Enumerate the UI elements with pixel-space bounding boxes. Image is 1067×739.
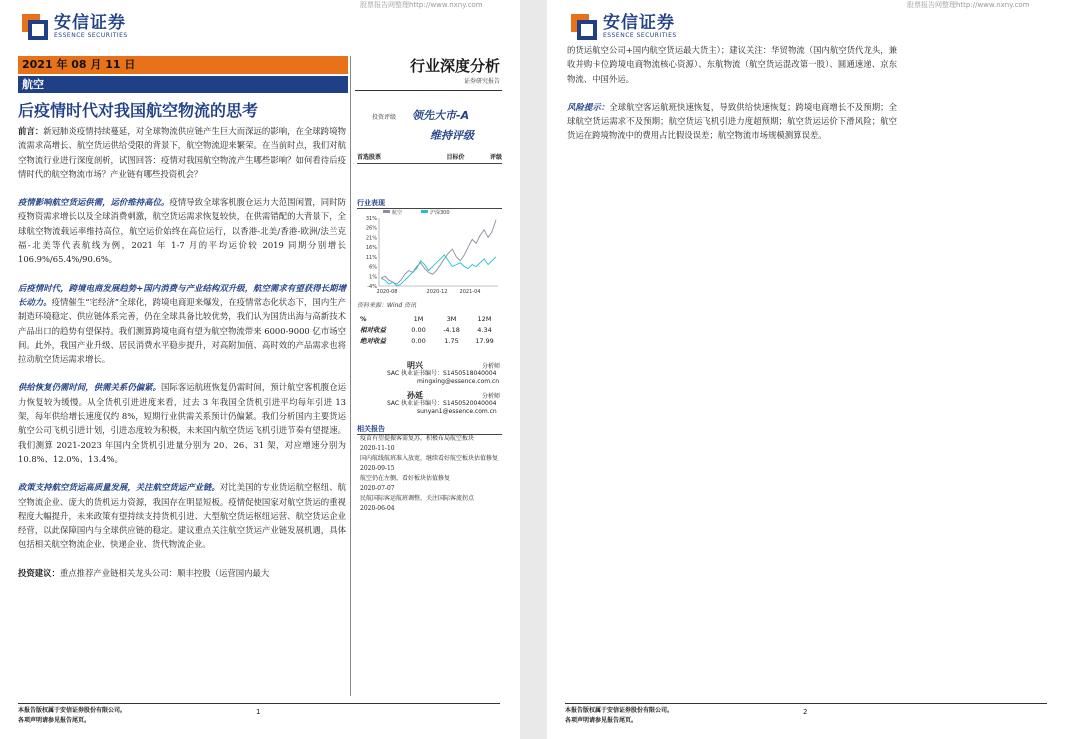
rating-block xyxy=(372,107,502,143)
investment-continued: 的货运航空公司+国内航空货运最大货主）；建议关注：华贸物流（国内航空货代龙头，兼收并购卡位跨境电商物流核心资源）、东航物流（航空货运混改第一股）、圆通速递、京东物流、中国外运。 xyxy=(567,45,897,84)
x-tick-label: 2020-08 xyxy=(376,289,398,295)
column-divider xyxy=(350,56,351,696)
series-line-2 xyxy=(381,255,496,286)
y-tick-label: 11% xyxy=(365,254,377,261)
legend-label: 航空 xyxy=(392,210,403,216)
page2-column xyxy=(567,43,897,143)
analyst-name: 明兴 xyxy=(407,361,423,370)
y-tick-label: 6% xyxy=(369,264,377,271)
analyst-role: 分析师 xyxy=(481,363,500,370)
page-number: 2 xyxy=(803,708,808,716)
perf-table-header: % 1M 3M 12M xyxy=(360,315,492,323)
y-tick-label: 31% xyxy=(365,216,377,222)
report-date: 2021 年 08 月 11 日 xyxy=(18,56,348,74)
footer-divider xyxy=(565,703,1047,704)
x-tick-label: 2021-04 xyxy=(459,289,481,295)
watermark: 股票报告网整理http://www.nxny.com xyxy=(907,1,1030,9)
analyst-1 xyxy=(357,362,502,386)
related-report[interactable]: 国内航线航班准入放宽，继续看好航空板块估值修复 2020-09-15 xyxy=(360,455,499,472)
y-tick-label: 26% xyxy=(365,225,377,232)
logo-en: ESSENCE SECURITIES xyxy=(603,32,677,39)
related-report[interactable]: 疫苗有望提振客需复苏，积极布局航空板块 2020-11-10 xyxy=(360,435,475,452)
y-tick-label: 16% xyxy=(365,245,377,252)
legend-swatch xyxy=(421,210,428,213)
main-column xyxy=(18,124,346,594)
section-supply-recovery: 供给恢复仍需时间，供需关系仍偏紧。国际客运航班恢复仍需时间，预计航空客机腹仓运力恢复较为缓慢。从全货机引进进度来看，过去 3 年我国全货机引进平均每年引进 13 架，每年供给增长速度仅约 8%，短期行业供需关系预计仍偏紧。我们分析国内主要货运航空公司飞机引进计划，引进态度较为积极，未来国内航空货运飞机引进节奏有望提速。我们测算 2021-2023 年国内全货机引进量分别为 20、26、31 架，对应增速分别为 10.8%、12.0%、13.4%。 xyxy=(18,382,347,464)
section-investment: 投资建议：重点推荐产业链相关龙头公司：顺丰控股（运营国内最大 xyxy=(18,567,270,578)
top-picks-col-stock: 首选股票 xyxy=(357,154,382,161)
logo xyxy=(571,14,677,40)
analyst-email[interactable]: sunyan1@essence.com.cn xyxy=(417,408,497,415)
section-post-epidemic: 后疫情时代，跨境电商发展趋势+国内消费与产业结构双升级，航空需求有望获得长期增长动力。疫情催生“宅经济”全球化，跨境电商迎来爆发，在疫情常态化状态下，国内生产制造环境稳定、供应链体系完善，仍在全球具备比较优势，我们认为国货出海与高新技术产品出口的趋势有望保持。我们测算跨境电商有望为航空物流带来 6000-9000 亿市场空间。此外，我国产业升级、居民消费水平稳步提升，对高附加值、高时效的产品需求也将拉动航空货运需求增长。 xyxy=(18,282,347,365)
logo xyxy=(22,14,128,40)
section-preface: 前言：新冠肺炎疫情持续蔓延，对全球物流供应链产生巨大而深远的影响，在全球跨境物流需求高增长、航空货运供给受限的背景下，航空物流迎来繁荣。在当前时点，我们对航空物流行业进行深度剖析，试图回答：疫情对我国航空物流产生哪些影响？如何看待后疫情时代的航空物流市场？产业链有哪些投资机会？ xyxy=(18,126,346,179)
y-tick-label: 21% xyxy=(365,235,377,242)
section-supply-demand: 疫情影响航空货运供需，运价维持高位。疫情导致全球客机腹仓运力大范围闲置，同时防疫物资需求增长以及全球消费刺激，航空货运需求恢复较快，在供需错配的大背景下，全球航空物流载运率维持高位，航空运价始终在高位运行，以香港-北美/香港-欧洲/法兰克福-北美等代表航线为例，2021 年 1-7 月的平均运价较 2019 同期分别增长106.9%/65.4%/90.6%。 xyxy=(18,197,347,265)
logo-mark-icon xyxy=(22,14,48,40)
performance-chart xyxy=(357,208,502,298)
performance-header: 行业表现 xyxy=(357,198,502,209)
page-2 xyxy=(547,0,1067,739)
legend-label: 沪深300 xyxy=(430,210,450,216)
performance-table xyxy=(360,314,502,347)
footer-text: 本报告版权属于安信证券股份有限公司。 各项声明请参见报告尾页。 xyxy=(565,707,674,724)
footer-divider xyxy=(18,703,500,704)
sector-label: 航空 xyxy=(18,76,348,93)
perf-row-absolute: 绝对收益 0.00 1.75 17.99 xyxy=(360,337,494,345)
related-report[interactable]: 民航国际客运航班调整，关注国际客流拐点 2020-06-04 xyxy=(360,495,475,512)
analyst-role: 分析师 xyxy=(481,393,500,400)
performance-chart-svg xyxy=(357,208,502,298)
section-policy: 政策支持航空货运高质量发展，关注航空货运产业链。对比美国的专业货运航空枢纽、航空物流企业、庞大的货机运力资源，我国存在明显短板。疫情促使国家对航空货运的重视程度大幅提升，未来政策有望持续支持货机引进、大型航空货运枢纽运营、航空货运企业经营，以此保障国内与全球供应链的稳定。建议重点关注航空货运产业链发展机遇，具体包括相关航空物流企业、快递企业、货代物流企业。 xyxy=(18,482,347,550)
x-tick-label: 2020-12 xyxy=(426,289,448,295)
y-tick-label: -4% xyxy=(367,284,377,290)
analyst-sac: SAC 执业证书编号：S1450520040004 xyxy=(387,400,497,407)
chart-source: 资料来源：Wind 资讯 xyxy=(357,302,417,309)
rating-label: 投资评级 xyxy=(372,114,397,121)
logo-mark-icon xyxy=(571,14,597,40)
divider xyxy=(355,90,502,91)
report-title: 后疫情时代对我国航空物流的思考 xyxy=(18,101,259,120)
top-picks-col-rating: 评级 xyxy=(489,154,502,161)
analyst-email[interactable]: mingxing@essence.com.cn xyxy=(417,378,500,385)
logo-cn: 安信证券 xyxy=(603,13,675,33)
footer-text: 本报告版权属于安信证券股份有限公司。 各项声明请参见报告尾页。 xyxy=(18,707,127,724)
series-line-1 xyxy=(381,220,496,284)
related-report[interactable]: 航空仍在左侧，看好板块估值修复 2020-07-07 xyxy=(360,475,451,492)
analyst-sac: SAC 执业证书编号：S1450518040004 xyxy=(387,370,497,377)
report-type-main: 行业深度分析 xyxy=(409,57,500,75)
y-tick-label: 1% xyxy=(369,274,377,281)
related-reports-header: 相关报告 xyxy=(357,424,502,435)
analyst-name: 孙延 xyxy=(407,391,423,400)
risk-warning: 风险提示：全球航空客运航班快速恢复，导致供给快速恢复；跨境电商增长不及预期；全球航空货运需求不及预期；航空货运飞机引进力度超预期；航空货运运价下滑风险；航空货运在跨境物流中的费用占比假设误差；航空物流市场规模测算误差。 xyxy=(567,101,898,141)
logo-cn: 安信证券 xyxy=(54,13,126,33)
perf-row-relative: 相对收益 0.00 -4.18 4.34 xyxy=(360,326,492,334)
page-number: 1 xyxy=(256,708,261,716)
rating-value: 领先大市-A xyxy=(412,109,470,122)
top-picks-col-target: 目标价 xyxy=(446,154,465,161)
report-type xyxy=(355,56,500,85)
legend-swatch xyxy=(383,210,390,213)
watermark: 股票报告网整理http://www.nxny.com xyxy=(360,1,483,9)
rating-sub: 维持评级 xyxy=(430,129,474,142)
related-reports-list xyxy=(360,434,502,514)
logo-en: ESSENCE SECURITIES xyxy=(54,32,128,39)
analyst-2 xyxy=(357,392,502,416)
top-picks-header xyxy=(357,152,502,164)
report-type-sub: 证券研究报告 xyxy=(463,78,500,85)
page-1 xyxy=(0,0,520,739)
